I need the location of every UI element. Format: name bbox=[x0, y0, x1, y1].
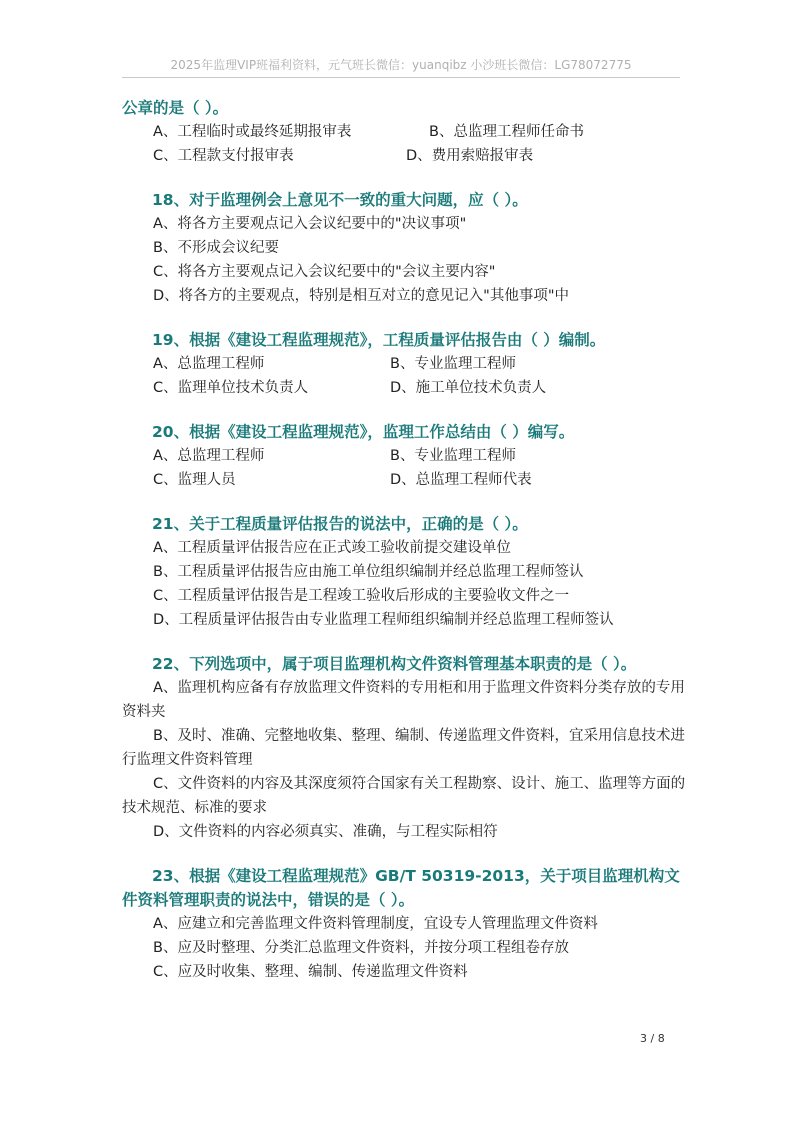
option-b: B、及时、准确、完整地收集、整理、编制、传递监理文件资料，宜采用信息技术进行监理文件资料管理 bbox=[122, 728, 685, 768]
option-b: B、专业监理工程师 bbox=[390, 448, 516, 464]
option-a: A、将各方主要观点记入会议纪要中的"决议事项" bbox=[153, 216, 467, 232]
option-c: C、应及时收集、整理、编制、传递监理文件资料 bbox=[153, 964, 468, 980]
question-18 bbox=[122, 188, 692, 308]
question-title: 20、根据《建设工程监理规范》，监理工作总结由（ ）编写。 bbox=[152, 423, 575, 441]
question-17 bbox=[122, 96, 692, 168]
question-19 bbox=[122, 328, 692, 400]
question-23 bbox=[122, 864, 692, 984]
question-title: 21、关于工程质量评估报告的说法中，正确的是（ ）。 bbox=[152, 515, 528, 533]
option-c: C、工程质量评估报告是工程竣工验收后形成的主要验收文件之一 bbox=[153, 588, 570, 604]
option-row bbox=[122, 352, 692, 376]
option-c: C、工程款支付报审表 bbox=[153, 148, 294, 164]
option-b: B、工程质量评估报告应由施工单位组织编制并经总监理工程师签认 bbox=[153, 564, 584, 580]
option-c: C、监理单位技术负责人 bbox=[153, 380, 309, 396]
option-d: D、将各方的主要观点，特别是相互对立的意见记入"其他事项"中 bbox=[153, 288, 570, 304]
question-21 bbox=[122, 512, 692, 632]
option-a: A、工程临时或最终延期报审表 bbox=[153, 124, 352, 140]
option-row bbox=[122, 468, 692, 492]
option-b: B、不形成会议纪要 bbox=[153, 240, 279, 256]
option-a: A、工程质量评估报告应在正式竣工验收前提交建设单位 bbox=[153, 540, 511, 556]
option-d: D、施工单位技术负责人 bbox=[390, 380, 547, 396]
document-body bbox=[122, 96, 692, 1004]
option-b: B、应及时整理、分类汇总监理文件资料，并按分项工程组卷存放 bbox=[153, 940, 569, 956]
option-row bbox=[122, 444, 692, 468]
option-c: C、文件资料的内容及其深度须符合国家有关工程勘察、设计、施工、监理等方面的技术规范、标准的要求 bbox=[122, 776, 686, 816]
option-c: C、将各方主要观点记入会议纪要中的"会议主要内容" bbox=[153, 264, 496, 280]
option-row bbox=[122, 376, 692, 400]
question-title: 18、对于监理例会上意见不一致的重大问题，应（ ）。 bbox=[152, 191, 528, 209]
question-title: 19、根据《建设工程监理规范》，工程质量评估报告由（ ）编制。 bbox=[152, 331, 606, 349]
option-d: D、文件资料的内容必须真实、准确，与工程实际相符 bbox=[153, 824, 498, 840]
option-b: B、总监理工程师任命书 bbox=[429, 124, 584, 140]
option-c: C、监理人员 bbox=[153, 472, 236, 488]
question-title: 公章的是（ ）。 bbox=[122, 99, 229, 117]
option-a: A、监理机构应备有存放监理文件资料的专用柜和用于监理文件资料分类存放的专用资料夹 bbox=[122, 680, 685, 720]
option-row bbox=[122, 120, 692, 144]
option-d: D、费用索赔报审表 bbox=[406, 148, 534, 164]
option-row bbox=[122, 144, 692, 168]
question-20 bbox=[122, 420, 692, 492]
page-header: 2025年监理VIP班福利资料，元气班长微信：yuanqibz 小沙班长微信：LG78072775 bbox=[170, 58, 632, 72]
option-d: D、总监理工程师代表 bbox=[390, 472, 532, 488]
question-title: 23、根据《建设工程监理规范》GB/T 50319-2013，关于项目监理机构文件资料管理职责的说法中，错误的是（ ）。 bbox=[122, 867, 680, 909]
option-b: B、专业监理工程师 bbox=[390, 356, 516, 372]
header-rule bbox=[122, 77, 680, 78]
page-number: 3 / 8 bbox=[640, 1032, 665, 1045]
question-title: 22、下列选项中，属于项目监理机构文件资料管理基本职责的是（ ）。 bbox=[152, 655, 637, 673]
option-a: A、总监理工程师 bbox=[153, 448, 265, 464]
option-a: A、应建立和完善监理文件资料管理制度，宜设专人管理监理文件资料 bbox=[153, 916, 598, 932]
option-d: D、工程质量评估报告由专业监理工程师组织编制并经总监理工程师签认 bbox=[153, 612, 614, 628]
option-a: A、总监理工程师 bbox=[153, 356, 265, 372]
question-22 bbox=[122, 652, 692, 844]
